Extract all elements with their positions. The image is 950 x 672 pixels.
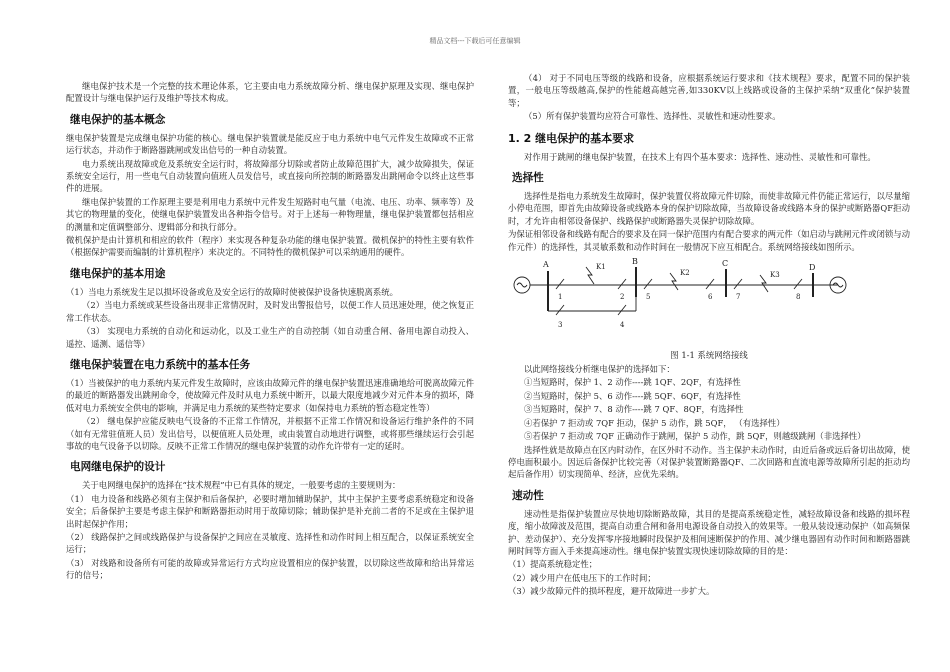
fault-k3-icon bbox=[760, 275, 768, 292]
breaker-4 bbox=[618, 305, 626, 315]
design-item: （5）所有保护装置均应符合可靠性、选择性、灵敏性和速动性要求。 bbox=[524, 111, 781, 122]
breaker-1 bbox=[556, 279, 564, 289]
heading-basic-use: 继电保护的基本用途 bbox=[70, 267, 166, 280]
network-diagram-svg bbox=[508, 257, 910, 347]
concept-paragraph: 电力系统出现故障或危及系统安全运行时，将故障部分切除或者防止故障范围扩大，减少故障损失，保证系统安全运行，用一些电气自动装置向值班人员发信号，或直接向所控制的断路器发出跳闸命令以终止这些事件的进展。 bbox=[66, 158, 474, 194]
right-column bbox=[508, 72, 910, 599]
page-header: 精品文档---下载后可任意编辑 bbox=[429, 37, 521, 45]
concept-paragraph: 继电保护装置是完成继电保护功能的核心。继电保护装置就是能反应于电力系统中电气元件发生故障或不正常运行状态，并动作于断路器跳闸或发出信号的一种自动装置。 bbox=[66, 132, 474, 156]
fault-label: K3 bbox=[770, 271, 780, 280]
heading-grid-design: 电网继电保护的设计 bbox=[70, 461, 166, 474]
speed-item: （1）提高系统稳定性； bbox=[508, 559, 598, 570]
use-item: （2）当电力系统或某些设备出现非正常情况时，及时发出警报信号，以便工作人员迅速处理，使之恢复正常工作状态。 bbox=[66, 300, 474, 323]
breaker-number: 4 bbox=[620, 321, 625, 330]
design-item: （1） 电力设备和线路必须有主保护和后备保护，必要时增加辅助保护，其中主保护主要考虑系统稳定和设备安全；后备保护主要是考虑主保护和断路器拒动时用于故障切除；辅助保护是补充前二者的不足或在主保护退出时起保护作用； bbox=[66, 493, 474, 529]
breaker-number: 2 bbox=[620, 293, 625, 302]
use-item: （3） 实现电力系统的自动化和远动化，以及工业生产的自动控制（如自动重合闸、备用电源自动投入、遥控、遥测、遥信等） bbox=[66, 326, 474, 349]
network-diagram bbox=[508, 257, 910, 347]
node-label: D bbox=[809, 263, 816, 273]
analysis-item: ②当短路时，保护 5、6 动作----跳 5QF、6QF，有选择性 bbox=[524, 390, 741, 401]
speed-item: （3）减少故障元件的损坏程度，避开故障进一步扩大。 bbox=[508, 586, 715, 597]
fault-k1-icon bbox=[586, 267, 594, 284]
node-label: A bbox=[543, 260, 549, 270]
heading-selectivity: 选择性 bbox=[512, 172, 544, 185]
breaker-number: 3 bbox=[558, 321, 563, 330]
concept-paragraph: 继电保护装置的工作原理主要是利用电力系统中元件发生短路时电气量（电流、电压、功率、频率等）及其它的物理量的变化，使继电保护装置发出各种指令信号。对于上述每一种物理量，继电保护装置都包括相应的测量和定值调整部分、逻辑部分和执行部分。 bbox=[66, 196, 474, 232]
heading-basic-requirements: 1. 2 继电保护的基本要求 bbox=[508, 131, 635, 145]
node-label: C bbox=[722, 259, 729, 269]
breaker-number: 7 bbox=[736, 293, 741, 302]
fault-label: K1 bbox=[596, 263, 606, 272]
selectivity-paragraph: 为保证相邻设备和线路有配合的要求及在同一保护范围内有配合要求的两元件（如启动与跳闸元件或闭锁与动作元件）的选择性，其灵敏系数和动作时间在一般情况下应互相配合。系统网络接线如图所示。 bbox=[508, 229, 910, 252]
left-column bbox=[66, 80, 474, 583]
figure-caption: 图 1-1 系统网络接线 bbox=[670, 350, 748, 361]
concept-paragraph: 微机保护是由计算机和相应的软件（程序）来实现各种复杂功能的继电保护装置。微机保护的特性主要有软件（根据保护需要而编制的计算机程序）来决定的。不同特性的微机保护可以采纳通用的硬件。 bbox=[66, 235, 474, 258]
breaker-7 bbox=[734, 279, 742, 289]
speed-item: （2）减少用户在低电压下的工作时间； bbox=[508, 572, 656, 583]
node-label: B bbox=[632, 257, 638, 267]
breaker-number: 6 bbox=[708, 293, 713, 302]
use-item: （1）当电力系统发生足以损坏设备或危及安全运行的故障时使被保护设备快速脱离系统。 bbox=[66, 286, 398, 297]
heading-basic-concept: 继电保护的基本概念 bbox=[70, 113, 166, 126]
speed-paragraph: 速动性是指保护装置应尽快地切除断路故障，其目的是提高系统稳定性，减轻故障设备和线路的损坏程度，缩小故障波及范围，提高自动重合闸和备用电源设备自动投入的效果等。一般从装设速动保护（如高频保护、差动保护）、充分发挥零序接地瞬时段保护及相间速断保护的作用、减少继电器固有动作时间和断路器跳闸时间等方面入手来提高速动性。继电保护装置实现快速切除故障的目的是： bbox=[508, 508, 910, 556]
fault-label: K2 bbox=[680, 269, 690, 278]
task-item: （1）当被保护的电力系统内某元件发生故障时，应该由故障元件的继电保护装置迅速准确地给可脱离故障元件的最近的断路器发出跳闸命令，使故障元件及时从电力系统中断开，以最大限度地减少对元件本身的损坏，降低对电力系统安全供电的影响，并满足电力系统的某些特定要求（如保持电力系统的暂态稳定性等） bbox=[66, 377, 474, 413]
heading-basic-task: 继电保护装置在电力系统中的基本任务 bbox=[70, 358, 251, 371]
breaker-number: 8 bbox=[796, 293, 801, 302]
selectivity-paragraph: 选择性是指电力系统发生故障时，保护装置仅将故障元件切除，而使非故障元件仍能正常运行，以尽量缩小停电范围，即首先由故障设备或线路本身的保护切除故障，当故障设备或线路本身的保护或断路器QF拒动时，才允许由相邻设备保护、线路保护或断路器失灵保护切除故障。 bbox=[508, 191, 910, 226]
breaker-2 bbox=[618, 279, 626, 289]
breaker-3 bbox=[556, 305, 564, 315]
design-item: （3） 对线路和设备所有可能的故障或异常运行方式均应设置相应的保护装置，以切除这些故障和给出异常运行的信号； bbox=[66, 557, 474, 581]
fault-k2-icon bbox=[670, 273, 678, 290]
analysis-item: ⑤若保护 7 拒动或 7QF 正确动作于跳闸，保护 5 动作，跳 5QF，则越级跳闸（非选择性） bbox=[524, 431, 866, 442]
design-item: （2） 线路保护之间或线路保护与设备保护之间应在灵敏度、选择性和动作时间上相互配合，以保证系统安全运行； bbox=[66, 531, 474, 555]
breaker-6 bbox=[706, 279, 714, 289]
design-item: （4） 对于不同电压等级的线路和设备，应根据系统运行要求和《技术规程》要求，配置不同的保护装置，一般电压等级越高,保护的性能越高越完善,如330KV以上线路或设备的主保护采纳“双重化”保护装置等； bbox=[508, 73, 910, 108]
breaker-8 bbox=[794, 279, 802, 289]
intro-paragraph: 继电保护技术是一个完整的技术理论体系，它主要由电力系统故障分析、继电保护原理及实现、继电保护配置设计与继电保护运行及维护等技术构成。 bbox=[66, 81, 474, 104]
breaker-number: 1 bbox=[558, 293, 563, 302]
analysis-item: ③当短路时，保护 7、8 动作----跳 7 QF、8QF，有选择性 bbox=[524, 404, 744, 415]
generator-left-wave bbox=[517, 283, 527, 287]
breaker-number: 5 bbox=[646, 293, 651, 302]
requirements-paragraph: 对作用于跳闸的继电保护装置，在技术上有四个基本要求：选择性、速动性、灵敏性和可靠性。 bbox=[524, 151, 876, 162]
breaker-5 bbox=[644, 279, 652, 289]
task-item: （2） 继电保护应能反映电气设备的不正常工作情况，并根据不正常工作情况和设备运行维护条件的不同（如有无常驻值班人员）发出信号，以便值班人员处理，或由装置自动地进行调整，或将那些继续运行会引起事故的电气设备予以切除。反映不正常工作情况的继电保护装置的动作允许带有一定的延时。 bbox=[66, 416, 474, 451]
analysis-item: ④若保护 7 拒动或 7QF 拒动，保护 5 动作，跳 5QF， （有选择性） bbox=[524, 417, 785, 428]
heading-speed: 速动性 bbox=[512, 489, 544, 502]
analysis-item: ①当短路时，保护 1、2 动作----跳 1QF、2QF，有选择性 bbox=[524, 377, 741, 388]
analysis-intro: 以此网络接线分析继电保护的选择如下： bbox=[524, 364, 675, 375]
selectivity-summary: 选择性就是故障点在区内时动作，在区外时不动作。当主保护未动作时，由近后备或远后备切出故障，使停电面积最小。因远后备保护比较完善（对保护装置断路器QF、二次回路和直流电源等故障所引起的拒动均起后备作用）切实现简单、经济，应优先采纳。 bbox=[508, 444, 910, 480]
design-item: 关于电网继电保护的选择在“技术规程”中已有具体的规定，一般要考虑的主要规则为： bbox=[82, 480, 401, 491]
